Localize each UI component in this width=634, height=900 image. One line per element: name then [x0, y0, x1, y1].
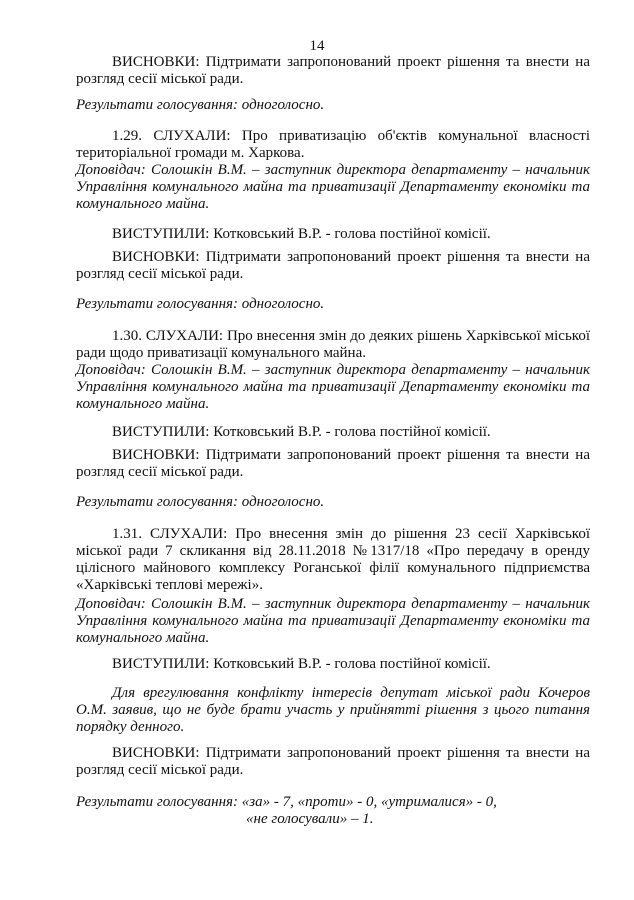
heard-item-1-29: 1.29. СЛУХАЛИ: Про приватизацію об'єктів комунальної власності територіальної громади м. Харкова. — [76, 128, 590, 161]
conflict-of-interest-paragraph: Для врегулювання конфлікту інтересів депутат міської ради Кочеров О.М. заявив, що не буде брати участь у прийнятті рішення з цього питання порядку денного. — [76, 685, 590, 735]
conclusion-paragraph: ВИСНОВКИ: Підтримати запропонований проект рішення та внести на розгляд сесії міської ради. — [76, 54, 590, 87]
page-number: 14 — [309, 38, 325, 54]
vote-result-line-2: «не голосували» – 1. — [246, 811, 374, 827]
conclusion-paragraph: ВИСНОВКИ: Підтримати запропонований проект рішення та внести на розгляд сесії міської ради. — [76, 447, 590, 480]
vote-result: Результати голосування: одноголосно. — [76, 97, 325, 113]
heard-item-1-30: 1.30. СЛУХАЛИ: Про внесення змін до деяких рішень Харківської міської ради щодо приватизації комунального майна. — [76, 328, 590, 361]
heard-item-1-31: 1.31. СЛУХАЛИ: Про внесення змін до рішення 23 сесії Харківської міської ради 7 скликання від 28.11.2018 №1317/18 «Про передачу в оренду цілісного майнового комплексу Роганської філії комунального підприємства «Харківські теплові мережі». — [76, 526, 590, 593]
speaker-paragraph: Доповідач: Солошкін В.М. – заступник директора департаменту – начальник Управління комунального майна та приватизації Департаменту економіки та комунального майна. — [76, 162, 590, 212]
vote-result: Результати голосування: одноголосно. — [76, 296, 325, 312]
speakers-paragraph: ВИСТУПИЛИ: Котковський В.Р. - голова постійної комісії. — [112, 656, 491, 672]
vote-result-detailed — [76, 794, 590, 828]
conclusion-paragraph: ВИСНОВКИ: Підтримати запропонований проект рішення та внести на розгляд сесії міської ради. — [76, 249, 590, 282]
vote-result-line-1: Результати голосування: «за» - 7, «проти» - 0, «утрималися» - 0, — [76, 794, 497, 810]
speakers-paragraph: ВИСТУПИЛИ: Котковський В.Р. - голова постійної комісії. — [112, 226, 491, 242]
speakers-paragraph: ВИСТУПИЛИ: Котковський В.Р. - голова постійної комісії. — [112, 424, 491, 440]
conclusion-paragraph: ВИСНОВКИ: Підтримати запропонований проект рішення та внести на розгляд сесії міської ради. — [76, 745, 590, 778]
speaker-paragraph: Доповідач: Солошкін В.М. – заступник директора департаменту – начальник Управління комунального майна та приватизації Департаменту економіки та комунального майна. — [76, 596, 590, 646]
speaker-paragraph: Доповідач: Солошкін В.М. – заступник директора департаменту – начальник Управління комунального майна та приватизації Департаменту економіки та комунального майна. — [76, 362, 590, 412]
vote-result: Результати голосування: одноголосно. — [76, 494, 325, 510]
